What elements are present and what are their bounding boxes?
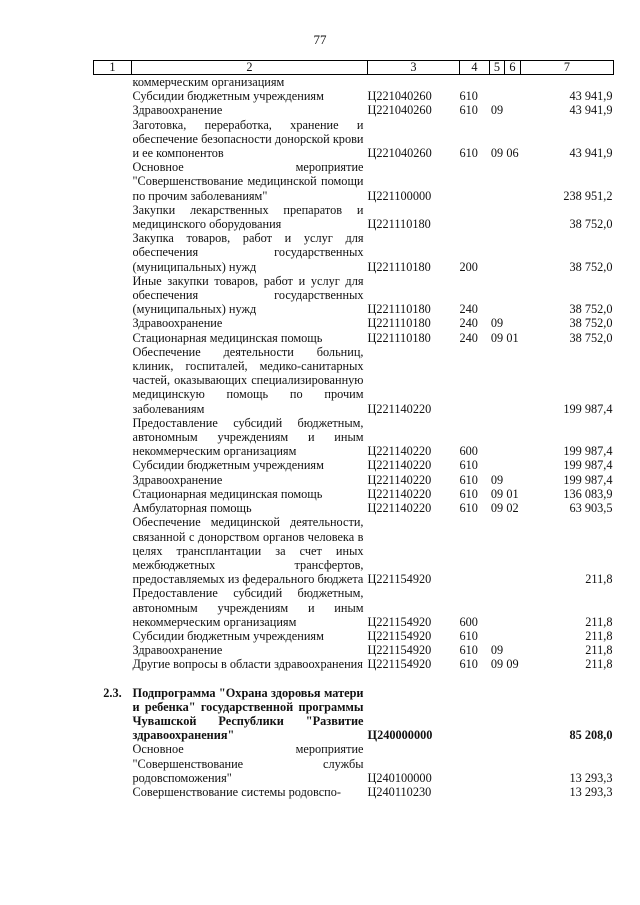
table-row: [94, 160, 614, 203]
table-row: [94, 203, 614, 231]
expense-type: [460, 75, 490, 90]
target-code: Ц221140220: [367, 486, 432, 501]
row-amount: 38 752,0: [569, 330, 613, 345]
table-row: [94, 331, 614, 345]
target-code: Ц221040260: [367, 146, 432, 161]
subsection-code: 01: [506, 330, 519, 345]
row-name: Заготовка, переработка, хранение и обеспечение безопасности донорской крови и ее компонентов: [132, 117, 364, 161]
section-code: [490, 458, 505, 472]
row-name: Иные закупки товаров, работ и услуг для обеспечения государственных (муниципальных) нужд: [132, 273, 364, 317]
header-row: [94, 61, 614, 75]
row-number: [94, 785, 132, 799]
budget-table: [93, 60, 614, 799]
expense-type: 240: [459, 302, 478, 317]
section-code: [490, 515, 505, 586]
table-header: [94, 61, 614, 75]
subsection-code: [505, 643, 521, 657]
target-code: Ц221110180: [367, 316, 431, 331]
subsection-code: [505, 203, 521, 231]
row-number: 2.3.: [103, 685, 122, 700]
row-amount: [521, 75, 614, 90]
row-number: [94, 487, 132, 501]
table-row: [94, 458, 614, 472]
row-name: Здравоохранение: [132, 316, 223, 331]
target-code: Ц221110180: [367, 302, 431, 317]
table-row: [94, 742, 614, 785]
target-code: Ц221110180: [367, 217, 431, 232]
row-amount: 38 752,0: [569, 302, 613, 317]
subsection-code: [505, 160, 521, 203]
row-amount: 43 941,9: [569, 103, 613, 118]
section-code: [490, 672, 505, 743]
section-code: [490, 160, 505, 203]
row-number: [94, 501, 132, 515]
table-row: [94, 515, 614, 586]
row-amount: 199 987,4: [563, 458, 613, 473]
row-amount: 43 941,9: [569, 146, 613, 161]
row-number: [94, 118, 132, 161]
expense-type: [460, 515, 490, 586]
row-name: Другие вопросы в области здравоохранения: [132, 657, 363, 672]
row-number: [94, 643, 132, 657]
row-name: Основное мероприятие "Совершенствование медицинской помощи по прочим заболеваниям": [132, 160, 364, 203]
row-name: Стационарная медицинская помощь: [132, 330, 323, 345]
row-name: Закупки лекарственных препаратов и медицинского оборудования: [132, 202, 364, 232]
expense-type: 610: [459, 486, 478, 501]
subsection-code: [505, 473, 521, 487]
row-number: [94, 586, 132, 629]
table-row: [94, 672, 614, 743]
table-row: [94, 629, 614, 643]
table-row: [94, 118, 614, 161]
subsection-code: [505, 672, 521, 743]
expense-type: 240: [459, 316, 478, 331]
row-name: Закупка товаров, работ и услуг для обеспечения государственных (муниципальных) нужд: [132, 231, 364, 274]
row-name: Субсидии бюджетным учреждениям: [132, 458, 324, 473]
target-code: Ц221154920: [367, 628, 432, 643]
row-amount: 85 208,0: [569, 728, 613, 743]
section-code: [490, 89, 505, 103]
expense-type: 610: [459, 89, 478, 104]
target-code: Ц240100000: [367, 770, 432, 785]
row-amount: 211,8: [585, 572, 613, 587]
section-code: [490, 203, 505, 231]
subsection-code: [505, 345, 521, 416]
row-name: Здравоохранение: [132, 472, 223, 487]
target-code: Ц221154920: [367, 614, 432, 629]
expense-type: 610: [459, 643, 478, 658]
section-code: 09: [490, 486, 504, 501]
section-code: [490, 785, 505, 799]
target-code: Ц221110180: [367, 259, 431, 274]
expense-type: 600: [459, 614, 478, 629]
expense-type: [460, 785, 490, 799]
row-number: [94, 203, 132, 231]
table-row: [94, 103, 614, 117]
row-name: Основное мероприятие "Совершенствование службы родовспоможения": [132, 742, 364, 785]
expense-type: 610: [459, 501, 478, 516]
expense-type: [460, 345, 490, 416]
subsection-code: [505, 629, 521, 643]
expense-type: [460, 742, 490, 785]
expense-type: 610: [459, 628, 478, 643]
row-amount: 211,8: [585, 614, 613, 629]
row-number: [94, 515, 132, 586]
section-code: 09: [490, 146, 504, 161]
row-amount: 199 987,4: [563, 472, 613, 487]
row-amount: 238 951,2: [563, 188, 613, 203]
expense-type: 600: [459, 444, 478, 459]
subsection-code: [505, 75, 521, 90]
section-code: [490, 274, 505, 317]
row-amount: 43 941,9: [569, 89, 613, 104]
section-code: 09: [490, 472, 504, 487]
row-number: [94, 331, 132, 345]
target-code: Ц221140220: [367, 444, 432, 459]
row-amount: 38 752,0: [569, 316, 613, 331]
section-code: [490, 345, 505, 416]
row-number: [94, 458, 132, 472]
header-col-3: 3: [368, 61, 460, 75]
target-code: Ц221100000: [367, 188, 432, 203]
table-row: [94, 89, 614, 103]
expense-type: 610: [459, 472, 478, 487]
table-row: [94, 657, 614, 671]
row-amount: 38 752,0: [569, 217, 613, 232]
row-name: Амбулаторная помощь: [132, 501, 252, 516]
row-amount: 136 083,9: [563, 486, 613, 501]
row-name: коммерческим организациям: [132, 75, 285, 89]
subsection-code: 02: [506, 501, 519, 516]
row-name: Совершенствование системы родовспо-: [132, 784, 342, 799]
target-code: [368, 75, 460, 90]
row-amount: 38 752,0: [569, 259, 613, 274]
row-number: [94, 742, 132, 785]
row-name: Обеспечение деятельности больниц, клиник, госпиталей, медико-санитарных частей, оказывающих специализированную медицинскую помощь по прочим заболеваниям: [132, 344, 364, 416]
expense-type: [460, 160, 490, 203]
section-code: 09: [490, 330, 504, 345]
target-code: Ц221154920: [367, 657, 432, 672]
row-name: Стационарная медицинская помощь: [132, 486, 323, 501]
subsection-code: [505, 586, 521, 629]
target-code: Ц221140220: [367, 401, 432, 416]
subsection-code: [505, 742, 521, 785]
table-body: [94, 75, 614, 800]
table-row: [94, 231, 614, 274]
subsection-code: [505, 458, 521, 472]
row-amount: 199 987,4: [563, 401, 613, 416]
expense-type: 240: [459, 330, 478, 345]
expense-type: [460, 203, 490, 231]
target-code: Ц221140220: [367, 458, 432, 473]
expense-type: [460, 672, 490, 743]
subsection-code: [505, 103, 521, 117]
header-col-4: 4: [460, 61, 490, 75]
row-number: [94, 629, 132, 643]
header-col-1: 1: [94, 61, 132, 75]
row-number: [94, 345, 132, 416]
header-col-7: 7: [521, 61, 614, 75]
row-number: [94, 657, 132, 671]
row-number: [94, 75, 132, 90]
target-code: Ц240000000: [367, 728, 433, 743]
section-code: [490, 231, 505, 274]
row-name: Здравоохранение: [132, 643, 223, 658]
row-number: [94, 473, 132, 487]
header-col-6: 6: [505, 61, 521, 75]
table-row: [94, 274, 614, 317]
target-code: Ц221154920: [367, 643, 432, 658]
subsection-code: 06: [506, 146, 519, 161]
row-name: Здравоохранение: [132, 103, 223, 118]
row-name: Обеспечение медицинской деятельности, связанной с донорством органов человека в целях трансплантации за счет иных межбюджетных трансфертов, предоставляемых из федерального бюджета: [132, 515, 364, 587]
target-code: Ц221140220: [367, 472, 432, 487]
row-number: [94, 274, 132, 317]
expense-type: 610: [459, 146, 478, 161]
row-amount: 211,8: [585, 657, 613, 672]
target-code: Ц221110180: [367, 330, 431, 345]
row-amount: 199 987,4: [563, 444, 613, 459]
target-code: Ц240110230: [367, 784, 432, 799]
section-code: [490, 416, 505, 459]
table-row: [94, 316, 614, 330]
section-code: 09: [490, 103, 504, 118]
table-row: [94, 487, 614, 501]
target-code: Ц221040260: [367, 103, 432, 118]
section-code: [490, 742, 505, 785]
row-amount: 211,8: [585, 643, 613, 658]
section-code: 09: [490, 657, 504, 672]
row-amount: 13 293,3: [569, 784, 613, 799]
subsection-code: [505, 785, 521, 799]
page-number: 77: [313, 32, 327, 47]
section-code: 09: [490, 316, 504, 331]
subsection-code: [505, 416, 521, 459]
subsection-code: 09: [506, 657, 519, 672]
row-amount: 63 903,5: [569, 501, 613, 516]
section-code: 09: [490, 501, 504, 516]
expense-type: 610: [459, 458, 478, 473]
target-code: Ц221154920: [367, 572, 432, 587]
subsection-code: [505, 231, 521, 274]
row-number: [94, 89, 132, 103]
row-number: [94, 160, 132, 203]
header-col-2: 2: [132, 61, 368, 75]
section-code: [490, 629, 505, 643]
table-row: [94, 501, 614, 515]
section-code: [490, 586, 505, 629]
table-row: [94, 345, 614, 416]
row-number: [94, 103, 132, 117]
row-number: [94, 231, 132, 274]
table-row: [94, 586, 614, 629]
subsection-code: [505, 274, 521, 317]
row-number: [94, 316, 132, 330]
subsection-code: 01: [506, 486, 519, 501]
expense-type: 610: [459, 657, 478, 672]
row-number: [94, 416, 132, 459]
table-row: [94, 643, 614, 657]
row-name: Субсидии бюджетным учреждениям: [132, 628, 324, 643]
row-name: Подпрограмма "Охрана здоровья матери и ребенка" государственной программы Чувашской Республики "Развитие здравоохранения": [132, 685, 364, 743]
table-row: [94, 416, 614, 459]
section-code: 09: [490, 643, 504, 658]
table-row: [94, 785, 614, 799]
header-col-5: 5: [490, 61, 505, 75]
subsection-code: [505, 89, 521, 103]
table-row: [94, 473, 614, 487]
row-amount: 13 293,3: [569, 770, 613, 785]
subsection-code: [505, 515, 521, 586]
row-name: Предоставление субсидий бюджетным, автономным учреждениям и иным некоммерческим организациям: [132, 415, 364, 459]
target-code: Ц221040260: [367, 89, 432, 104]
row-name: Субсидии бюджетным учреждениям: [132, 89, 324, 104]
target-code: Ц221140220: [367, 501, 432, 516]
subsection-code: [505, 316, 521, 330]
row-amount: 211,8: [585, 628, 613, 643]
row-name: Предоставление субсидий бюджетным, автономным учреждениям и иным некоммерческим организациям: [132, 586, 364, 629]
table-row: [94, 75, 614, 90]
expense-type: 610: [459, 103, 478, 118]
expense-type: 200: [459, 259, 478, 274]
section-code: [490, 75, 505, 90]
